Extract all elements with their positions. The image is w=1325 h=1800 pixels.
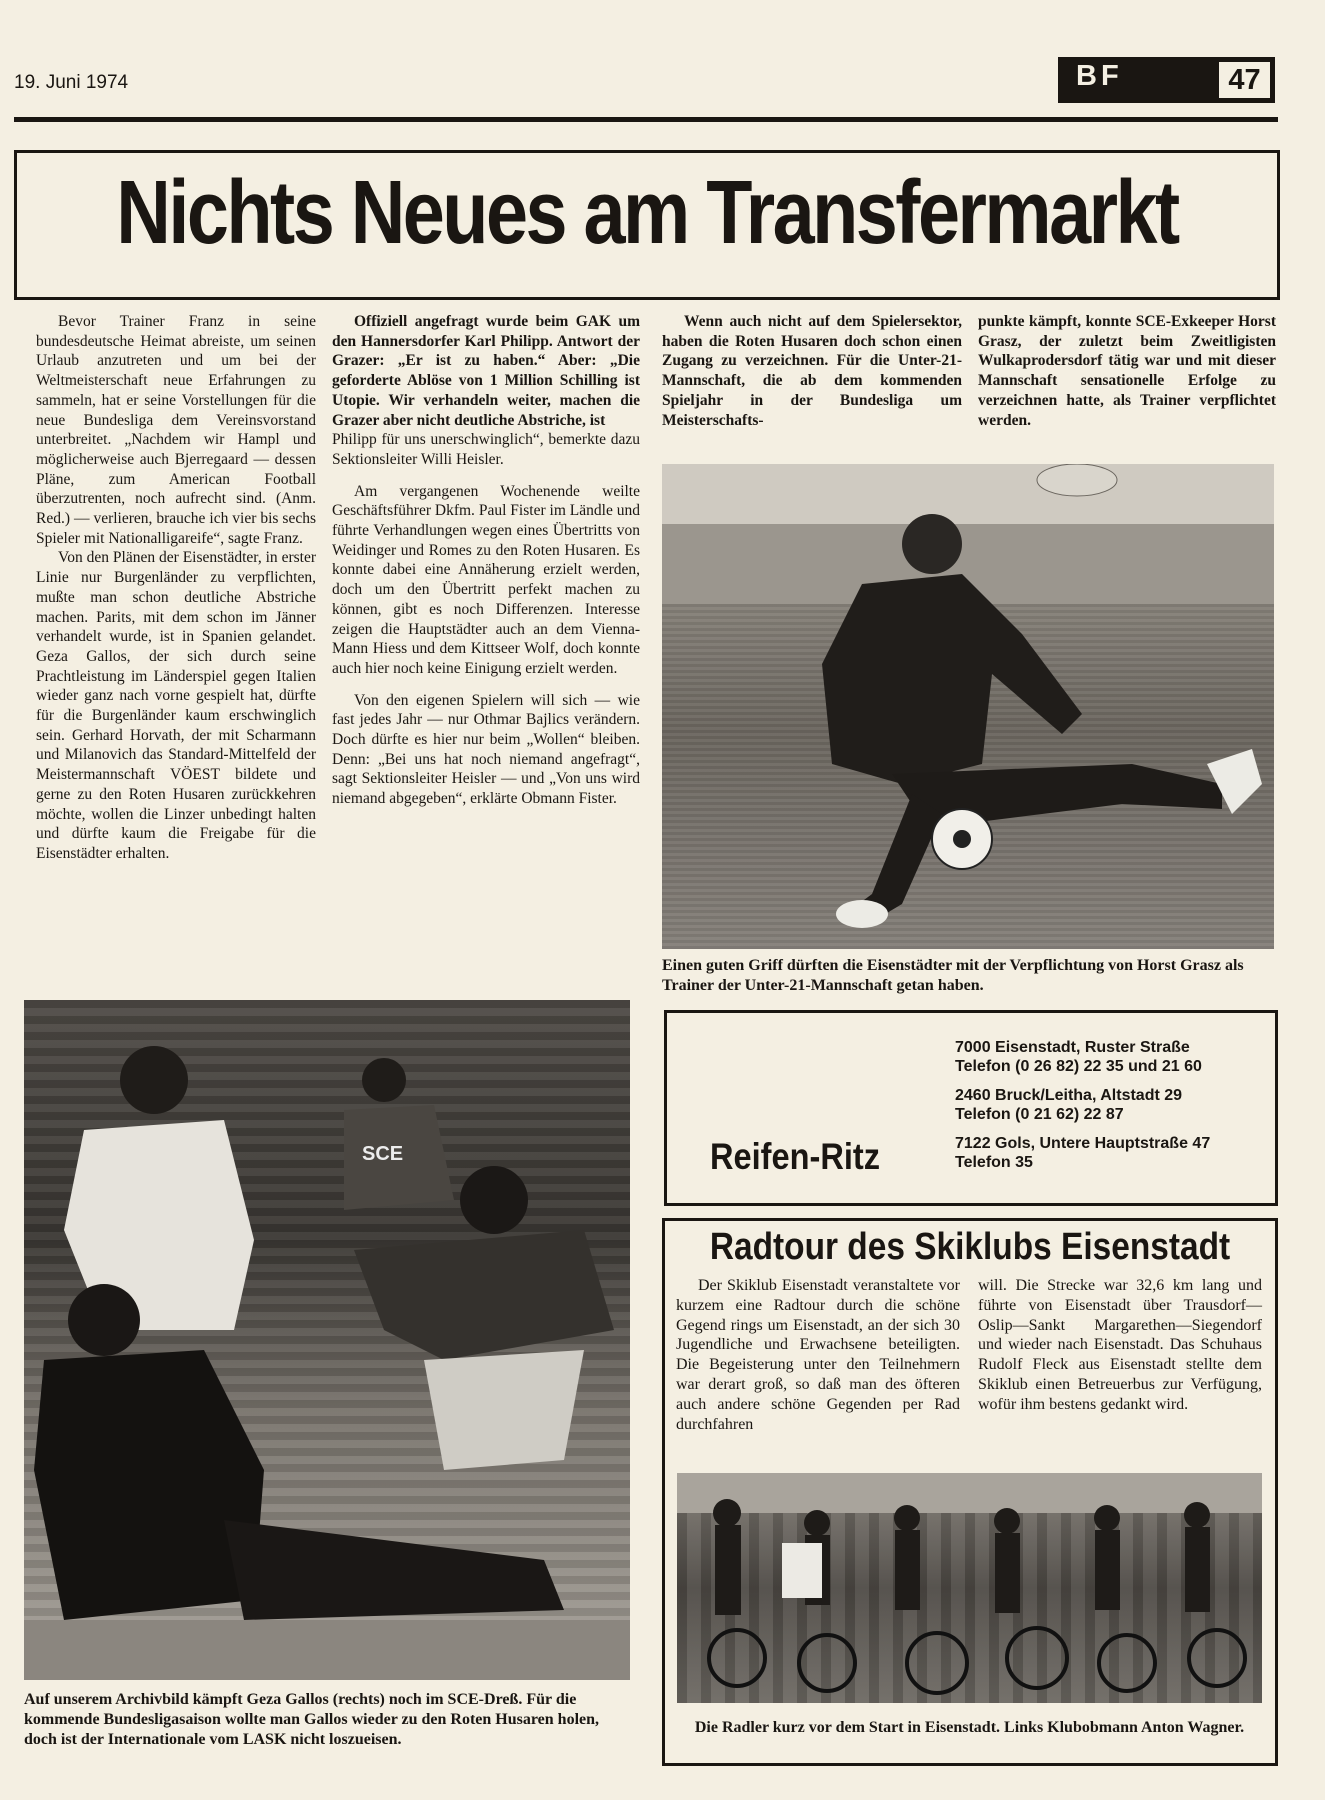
photo-figure-cyclists — [677, 1473, 1262, 1703]
ski-paragraph: Der Skiklub Eisenstadt veranstaltete vor kurzem eine Radtour durch die schöne Gegend rings um Eisenstadt, an der sich 30 Jugendliche und Erwachsene beteiligten. Die Begeisterung unter den Teilnehmern war derart groß, so daß man des öfteren auch andere schöne Gegenden per Rad durchfahren — [676, 1277, 960, 1433]
ad-company-name: Reifen-Ritz — [710, 1136, 881, 1177]
article-column-3 — [662, 312, 962, 430]
article-column-2 — [332, 312, 640, 809]
photo-geza-gallos — [24, 1000, 630, 1680]
ad-branch-list — [955, 1038, 1265, 1182]
article-paragraph: Von den Plänen der Eisenstädter, in erster Linie nur Burgenländer zu verpflichten, mußte man schon deutliche Abstriche machen. Parits, mit dem schon im Jänner verhandelt wurde, ist in Spanien gelandet. Geza Gallos, der sich durch seine Prachtleistung im Länderspiel gegen Italien wieder ganz nach vorne gespielt hat, dürfte für die Burgenländer kaum erschwinglich sein. Gerhard Horvath, der mit Scharmann und Milanovich das Standard-Mittelfeld der Meistermannschaft VÖEST bildete und gerne zu den Roten Husaren zurückkehren möchte, wollen die Linzer unbedingt halten und dürfte kaum die Freigabe für die Eisenstädter erhalten. — [36, 549, 316, 862]
article-paragraph-bold: Wenn auch nicht auf dem Spielersektor, haben die Roten Husaren doch schon einen Zugang zu verzeichnen. Für die Unter-21-Mannschaft, die ab dem kommenden Spieljahr in der Bundesliga um Meisterschafts- — [662, 313, 962, 429]
jersey-text: SCE — [362, 1143, 404, 1165]
photo-horst-grasz — [662, 464, 1274, 949]
article-paragraph-bold: punkte kämpft, konnte SCE-Exkeeper Horst Grasz, der zuletzt beim Zweitligisten Wulkaprodersdorf tätig war und mit dieser Mannschaft sensationelle Erfolge zu verzeichnen hatte, als Trainer verpflichtet werden. — [978, 313, 1276, 429]
ad-branch-phone: Telefon (0 26 82) 22 35 und 21 60 — [955, 1058, 1202, 1075]
header-rule — [14, 117, 1278, 122]
article-paragraph: Von den eigenen Spielern will sich — wie fast jedes Jahr — nur Othmar Bajlics verändern. Doch dürfte es hier nur beim „Wollen“ bleiben. Denn: „Bei uns hat noch niemand angefragt“, sagt Sektionsleiter Heisler — und „Von uns wird niemand abgegeben“, erklärte Obmann Fister. — [332, 691, 640, 808]
ski-story-column-2 — [978, 1276, 1262, 1415]
ski-story-title: Radtour des Skiklubs Eisenstadt — [709, 1226, 1231, 1268]
headline: Nichts Neues am Transfermarkt — [116, 163, 1178, 263]
ad-branch-address: 2460 Bruck/Leitha, Altstadt 29 — [955, 1087, 1183, 1104]
issue-date: 19. Juni 1974 — [14, 72, 129, 93]
article-paragraph-bold: Offiziell angefragt wurde beim GAK um den Hannersdorfer Karl Philipp. Antwort der Grazer: „Er ist zu haben.“ Aber: „Die geforderte Ablöse von 1 Million Schilling ist Utopie. Wir verhandeln weiter, machen die Grazer aber nicht deutliche Abstriche, ist — [332, 313, 640, 429]
article-paragraph: Bevor Trainer Franz in seine bundesdeutsche Heimat abreiste, um seinen Urlaub anzutreten und um bei der Weltmeisterschaft neue Erfahrungen zu sammeln, hat er seine Vorstellungen für die neue Bundesliga dem Vereinsvorstand unterbreitet. „Nachdem wir Hampl und möglicherweise auch Bjerregaard — dessen Pläne, zum American Football überzutrenten, noch aufrecht sind. (Anm. Red.) — verlieren, brauche ich vier bis sechs Spieler mit Nationalligareife“, sagte Franz. — [36, 313, 316, 547]
article-paragraph: Am vergangenen Wochenende weilte Geschäftsführer Dkfm. Paul Fister im Ländle und führte Verhandlungen wegen eines Übertritts von Weidinger und Romes zu den Roten Husaren. Es konnte dabei eine Annäherung erzielt werden, doch um den Übertritt perfekt machen zu können, gibt es noch Differenzen. Interesse zeigen die Hauptstädter auch an dem Vienna-Mann Hiess und dem Kittseer Wolf, doch konnte auch hier noch keine Einigung erzielt werden. — [332, 482, 640, 677]
photo-figure-keeper — [662, 464, 1274, 949]
ad-branch-address: 7122 Gols, Untere Hauptstraße 47 — [955, 1135, 1211, 1152]
page-number: 47 — [1217, 60, 1272, 100]
photo-cyclists — [677, 1473, 1262, 1703]
ad-branch-phone: Telefon 35 — [955, 1154, 1033, 1171]
photo-caption-top: Einen guten Griff dürften die Eisenstädter mit der Verpflichtung von Horst Grasz als Trainer der Unter-21-Mannschaft getan haben. — [662, 957, 1244, 994]
ad-branch-phone: Telefon (0 21 62) 22 87 — [955, 1106, 1124, 1123]
ad-branch-address: 7000 Eisenstadt, Ruster Straße — [955, 1039, 1190, 1056]
photo-caption-left: Auf unserem Archivbild kämpft Geza Gallos (rechts) noch im SCE-Dreß. Für die kommende Bundesligasaison wollte man Gallos wieder zu den Roten Husaren holen, doch ist der Internationale vom LASK nicht loszueisen. — [24, 1691, 600, 1748]
ski-paragraph: will. Die Strecke war 32,6 km lang und führte von Eisenstadt über Trausdorf—Oslip—Sankt Margarethen—Siegendorf und wieder nach Eisenstadt. Das Schuhaus Rudolf Fleck aus Eisenstadt stellte dem Skiklub einen Betreuerbus zur Verfügung, wofür ihm bestens gedankt wird. — [978, 1277, 1262, 1413]
article-column-4 — [978, 312, 1276, 430]
section-label: BF — [1076, 60, 1123, 92]
ski-story-column-1 — [676, 1276, 960, 1434]
photo-caption-bottom: Die Radler kurz vor dem Start in Eisenstadt. Links Klubobmann Anton Wagner. — [694, 1719, 1245, 1736]
photo-figure-match — [24, 1000, 630, 1680]
article-column-1 — [36, 312, 316, 864]
article-paragraph: Philipp für uns unerschwinglich“, bemerkte dazu Sektionsleiter Willi Heisler. — [332, 431, 640, 468]
